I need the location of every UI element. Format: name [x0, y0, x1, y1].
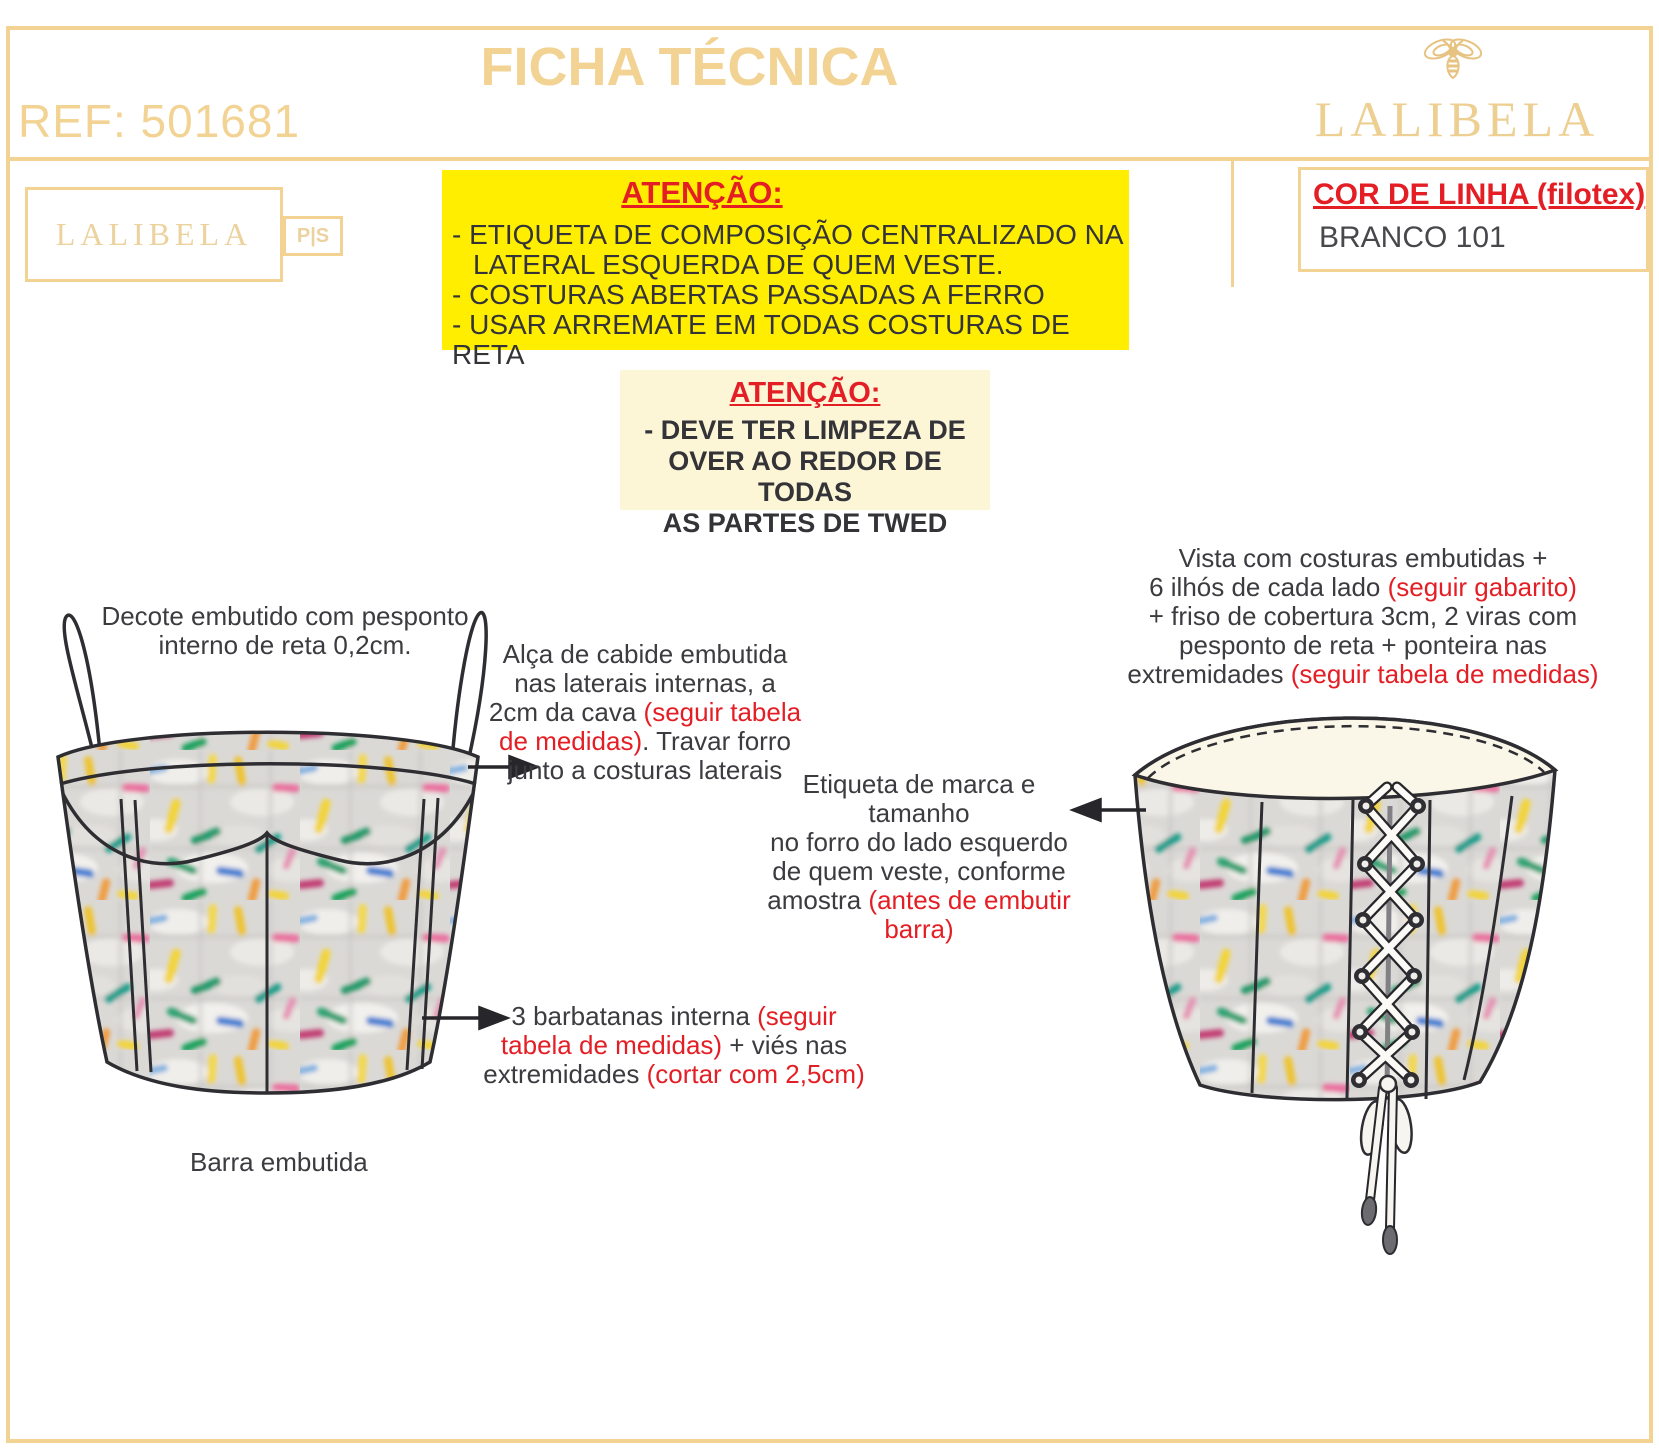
thread-color-value: BRANCO 101 [1319, 221, 1506, 254]
attention-secondary-line: - DEVE TER LIMPEZA DE [644, 415, 966, 445]
size-tag-box [283, 216, 343, 256]
page-title: FICHA TÉCNICA [480, 37, 899, 97]
annotation-vista-ilhos: Vista com costuras embutidas + 6 ilhós de cada lado (seguir gabarito) + friso de cobertura 3cm, 2 viras com pesponto de reta + ponteira nas extremidades (seguir tabela de medidas) [1127, 543, 1599, 689]
attention-primary-line: - USAR ARREMATE EM TODAS COSTURAS DE RETA [452, 309, 1070, 370]
attention-primary-title: ATENÇÃO: [621, 175, 783, 210]
brand-wordmark: LALIBELA [1314, 91, 1600, 147]
attention-box-secondary [620, 370, 990, 538]
attention-primary-line: - ETIQUETA DE COMPOSIÇÃO CENTRALIZADO NA [452, 219, 1124, 250]
annotation-barra-embutida: Barra embutida [190, 1147, 368, 1177]
attention-box-primary [442, 170, 1129, 370]
attention-secondary-title: ATENÇÃO: [729, 377, 881, 409]
header-divider [6, 157, 1653, 161]
thread-color-box [1298, 167, 1649, 272]
annotation-alca-cabide: Alça de cabide embutida nas laterais internas, a 2cm da cava (seguir tabela de medidas). Travar forro junto a costuras laterais [488, 639, 802, 785]
size-tag: P|S [296, 224, 330, 247]
attention-secondary-line: AS PARTES DE TWED [662, 508, 948, 538]
bee-icon [1418, 34, 1488, 88]
attention-secondary-line: OVER AO REDOR DE TODAS [668, 446, 942, 507]
annotation-decote: Decote embutido com pesponto interno de reta 0,2cm. [101, 601, 469, 660]
attention-primary-line: LATERAL ESQUERDA DE QUEM VESTE. [473, 249, 1004, 280]
ref-number: REF: 501681 [18, 95, 301, 147]
thread-color-title: COR DE LINHA (filotex) [1313, 178, 1646, 211]
brand-label-box [25, 187, 283, 282]
annotation-barbatanas: 3 barbatanas interna (seguir tabela de medidas) + viés nas extremidades (cortar com 2,5cm) [483, 1001, 865, 1089]
attention-primary-line: - COSTURAS ABERTAS PASSADAS A FERRO [452, 279, 1045, 310]
brand-label: LALIBELA [55, 216, 253, 252]
thread-column-divider [1231, 157, 1234, 287]
annotation-etiqueta-marca: Etiqueta de marca e tamanho no forro do lado esquerdo de quem veste, conforme amostra (antes de embutir barra) [767, 769, 1071, 944]
